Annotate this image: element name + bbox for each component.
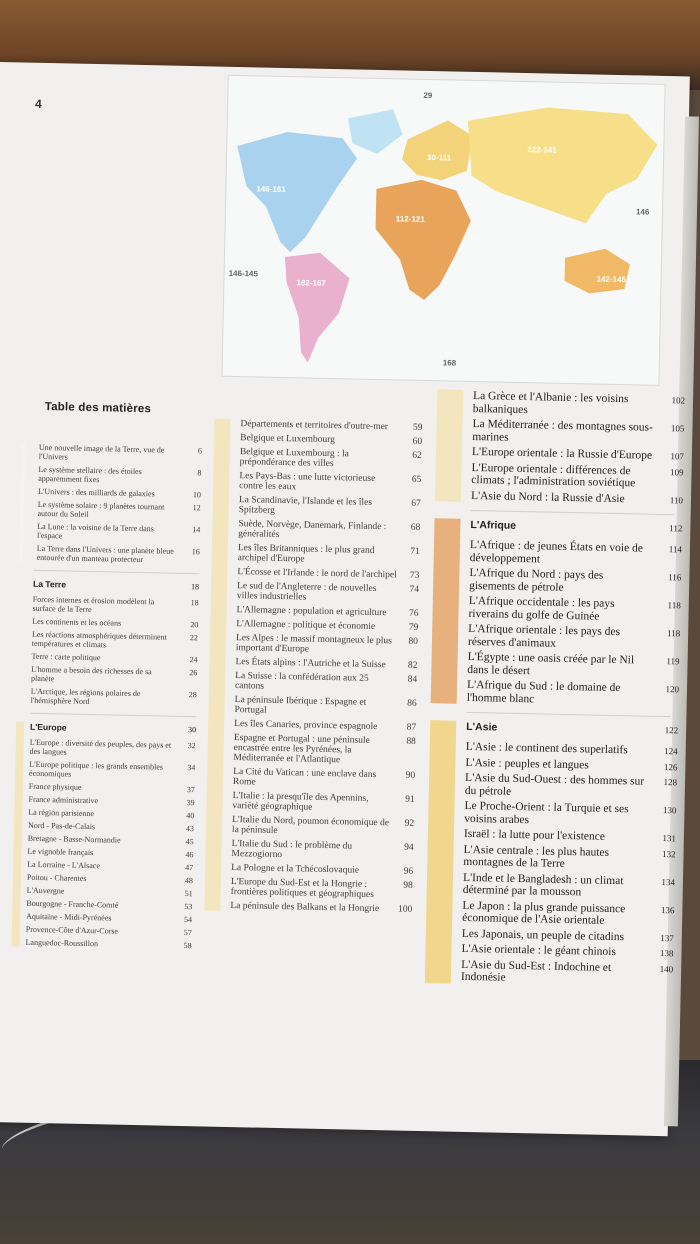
world-map-svg [222,76,664,385]
toc-entry: Languedoc-Roussillon 58 [25,937,192,951]
toc-entry: Aquitaine - Midi-Pyrénées 54 [26,911,193,925]
toc-entry: Les îles Canaries, province espagnole 87 [234,719,417,733]
toc-entry: France physique 37 [28,781,195,795]
toc-entry: L'Arctique, les régions polaires de l'hémisphère Nord 28 [30,686,197,707]
toc-entry: Le Proche-Orient : la Turquie et ses voisins arabes 130 [464,799,677,826]
toc-entry: La Pologne et la Tchécoslovaquie 96 [231,863,414,877]
toc-entry: L'Auvergne 51 [26,885,193,899]
greenland-region [347,108,403,154]
toc-entry: L'Afrique du Nord : pays des gisements de pétrole 116 [469,566,682,594]
asia-region [466,106,658,225]
toc-entry: L'Égypte : une oasis créée par le Nil dans le désert 119 [467,650,680,677]
section-heading-afrique: L'Afrique 112 [470,518,683,534]
divider [33,570,199,574]
toc-section-intro [20,443,202,566]
toc-column-2 [204,419,422,923]
divider [466,712,670,717]
toc-entry: Les États alpins : l'Autriche et la Suisse 82 [235,657,418,671]
toc-entry: Bourgogne - Franche-Comté 53 [26,898,193,912]
toc-section-europe-end [435,389,686,506]
toc-entry: Belgique et Luxembourg : la prépondérance des villes 62 [239,447,422,470]
map-label-oceania: 142-145 [596,274,627,285]
map-label-antarctic: 168 [442,358,457,368]
toc-entry: L'Asie du Nord : la Russie d'Asie 110 [470,489,684,505]
toc-entry: Les Japonais, un peuple de citadins 137 [461,927,674,943]
map-label-pacific: 146 [635,207,650,217]
toc-entry: L'Univers : des milliards de galaxies 10 [37,486,202,500]
toc-entry: Espagne et Portugal : une péninsule encastrée entre les Pyrénées, la Méditerranée et l'Atlantique 88 [233,733,416,766]
toc-entry: Le sud de l'Angleterre : de nouvelles villes industrielles 74 [236,581,420,603]
toc-entry: La Scandinavie, l'Islande et les îles Spitzberg 67 [238,495,421,516]
section-heading-europe: L'Europe 30 [29,721,197,735]
toc-entry: Israël : la lutte pour l'existence 131 [463,827,676,844]
toc-entry: L'Allemagne : politique et économie 79 [236,619,419,633]
toc-section-terre [17,579,200,709]
toc-entry: La Grèce et l'Albanie : les voisins balkaniques 102 [472,389,686,416]
toc-entry: La Suisse : la confédération aux 25 cantons 84 [234,671,418,692]
divider [30,713,196,717]
map-label-africa: 112-121 [395,214,425,224]
toc-entry: La péninsule Ibérique : Espagne et Portugal 86 [234,695,417,716]
toc-entry: L'Écosse et l'Irlande : le nord de l'archipel 73 [237,567,420,581]
toc-entry: L'Asie du Sud-Est : Indochine et Indonésie 140 [460,958,674,984]
toc-entry: Provence-Côte d'Azur-Corse 57 [25,924,192,938]
section-heading-terre: La Terre 18 [32,578,200,592]
toc-entry: Nord - Pas-de-Calais 43 [27,820,195,834]
toc-entry: L'Asie : peuples et langues 126 [465,756,678,772]
toc-entry: Bretagne - Basse-Normandie 45 [27,833,194,847]
toc-entry: L'Afrique orientale : les pays des réserves d'animaux 118 [467,622,681,650]
toc-entry: L'Italie : la presqu'île des Apennins, variété géographique 91 [232,791,415,813]
toc-entry: L'Afrique : de jeunes États en voie de développement 114 [469,538,683,565]
toc-entry: Suède, Norvège, Danemark, Finlande : généralités 68 [238,519,421,540]
toc-entry: Départements et territoires d'outre-mer 59 [240,419,423,433]
world-map [221,75,665,386]
map-label-west: 146-145 [228,268,259,279]
toc-entry: Les îles Britanniques : le plus grand archipel d'Europe 71 [237,543,420,565]
toc-entry: France administrative 39 [28,794,195,808]
toc-title: Table des matières [44,401,152,416]
map-label-north-america: 146-161 [256,184,286,195]
book-page [0,62,690,1136]
toc-entry: L'homme a besoin des richesses de sa planète 26 [31,664,198,684]
toc-entry: Une nouvelle image de la Terre, vue de l'Univers 6 [38,442,202,462]
toc-entry: L'Asie du Sud-Ouest : des hommes sur du pétrole 128 [464,771,678,798]
map-label-arctic: 29 [423,90,433,101]
toc-entry: L'Europe politique : les grands ensembles économiques 34 [29,759,196,779]
toc-entry: L'Europe orientale : la Russie d'Europe 107 [471,445,684,462]
toc-entry: Le vignoble français 46 [27,846,194,860]
toc-entry: L'Italie du Nord, poumon économique de la péninsule 92 [231,815,415,836]
toc-entry: L'Asie : le continent des superlatifs 124 [465,740,678,757]
toc-entry: L'Europe du Sud-Est et la Hongrie : frontières politiques et géographiques 98 [230,877,413,901]
toc-entry: La Cité du Vatican : une enclave dans Rome 90 [232,767,416,788]
toc-entry: Le système stellaire : des étoiles apparemment fixes 8 [38,464,202,485]
toc-entry: Le Japon : la plus grande puissance économique de l'Asie orientale 136 [462,899,675,927]
toc-column-3 [425,389,686,995]
toc-entry: La région parisienne 40 [28,807,195,821]
toc-section-afrique [431,518,683,708]
toc-entry: Poitou - Charentes 48 [26,872,193,886]
toc-entry: Les réactions atmosphériques déterminent températures et climats 22 [31,629,199,650]
toc-entry: Les Pays-Bas : une lutte victorieuse contre les eaux 65 [239,471,422,493]
toc-entry: Les continents et les océans 20 [32,616,199,630]
toc-entry: Forces internes et érosion modèlent la surface de la Terre 18 [32,594,199,615]
toc-section-asie [425,720,679,987]
toc-entry: Les Alpes : le massif montagneux le plus important d'Europe 80 [235,633,419,655]
africa-region [374,179,471,301]
toc-column-1 [11,435,202,959]
toc-entry: L'Europe orientale : différences de climats ; l'administration soviétique 109 [471,461,684,490]
north-america-region [235,131,357,253]
oceania-region [564,248,630,294]
toc-section-europe [11,721,196,950]
toc-entry: L'Asie centrale : les plus hautes montagnes de la Terre 132 [463,843,676,871]
south-america-region [283,252,350,363]
europe-region [402,119,473,180]
toc-entry: L'Afrique du Sud : le domaine de l'homme blanc 120 [466,678,680,705]
toc-section-europe-cont [204,419,422,915]
toc-entry: L'Allemagne : population et agriculture 76 [236,605,419,619]
map-label-asia: 122-141 [527,145,557,155]
toc-entry: L'Asie orientale : le géant chinois 138 [461,942,674,959]
toc-entry: La Lorraine - L'Alsace 47 [27,859,194,873]
toc-entry: Le système solaire : 9 planètes tournant autour du Soleil 12 [37,499,201,519]
map-label-south-america: 162-167 [296,278,326,288]
section-heading-asie: L'Asie 122 [466,720,679,736]
map-label-europe: 30-111 [427,152,452,163]
toc-entry: Terre : carte politique 24 [31,651,198,665]
toc-entry: La péninsule des Balkans et la Hongrie 100 [230,901,413,915]
toc-entry: La Méditerranée : des montagnes sous-marines 105 [472,417,685,444]
page-number: 4 [34,96,42,111]
divider [471,510,675,515]
toc-entry: L'Afrique occidentale : les pays riverains du golfe de Guinée 118 [468,594,681,623]
toc-entry: Belgique et Luxembourg 60 [240,433,423,447]
toc-entry: L'Inde et le Bangladesh : un climat déterminé par la mousson 134 [462,871,676,899]
toc-entry: La Terre dans l'Univers : une planète bleue entourée d'un manteau protecteur 16 [36,543,200,565]
toc-entry: La Lune : la voisine de la Terre dans l'espace 14 [37,521,201,541]
toc-entry: L'Italie du Sud : le problème du Mezzogiorno 94 [231,839,414,861]
toc-entry: L'Europe : diversité des peuples, des pays et des langues 32 [29,737,196,757]
